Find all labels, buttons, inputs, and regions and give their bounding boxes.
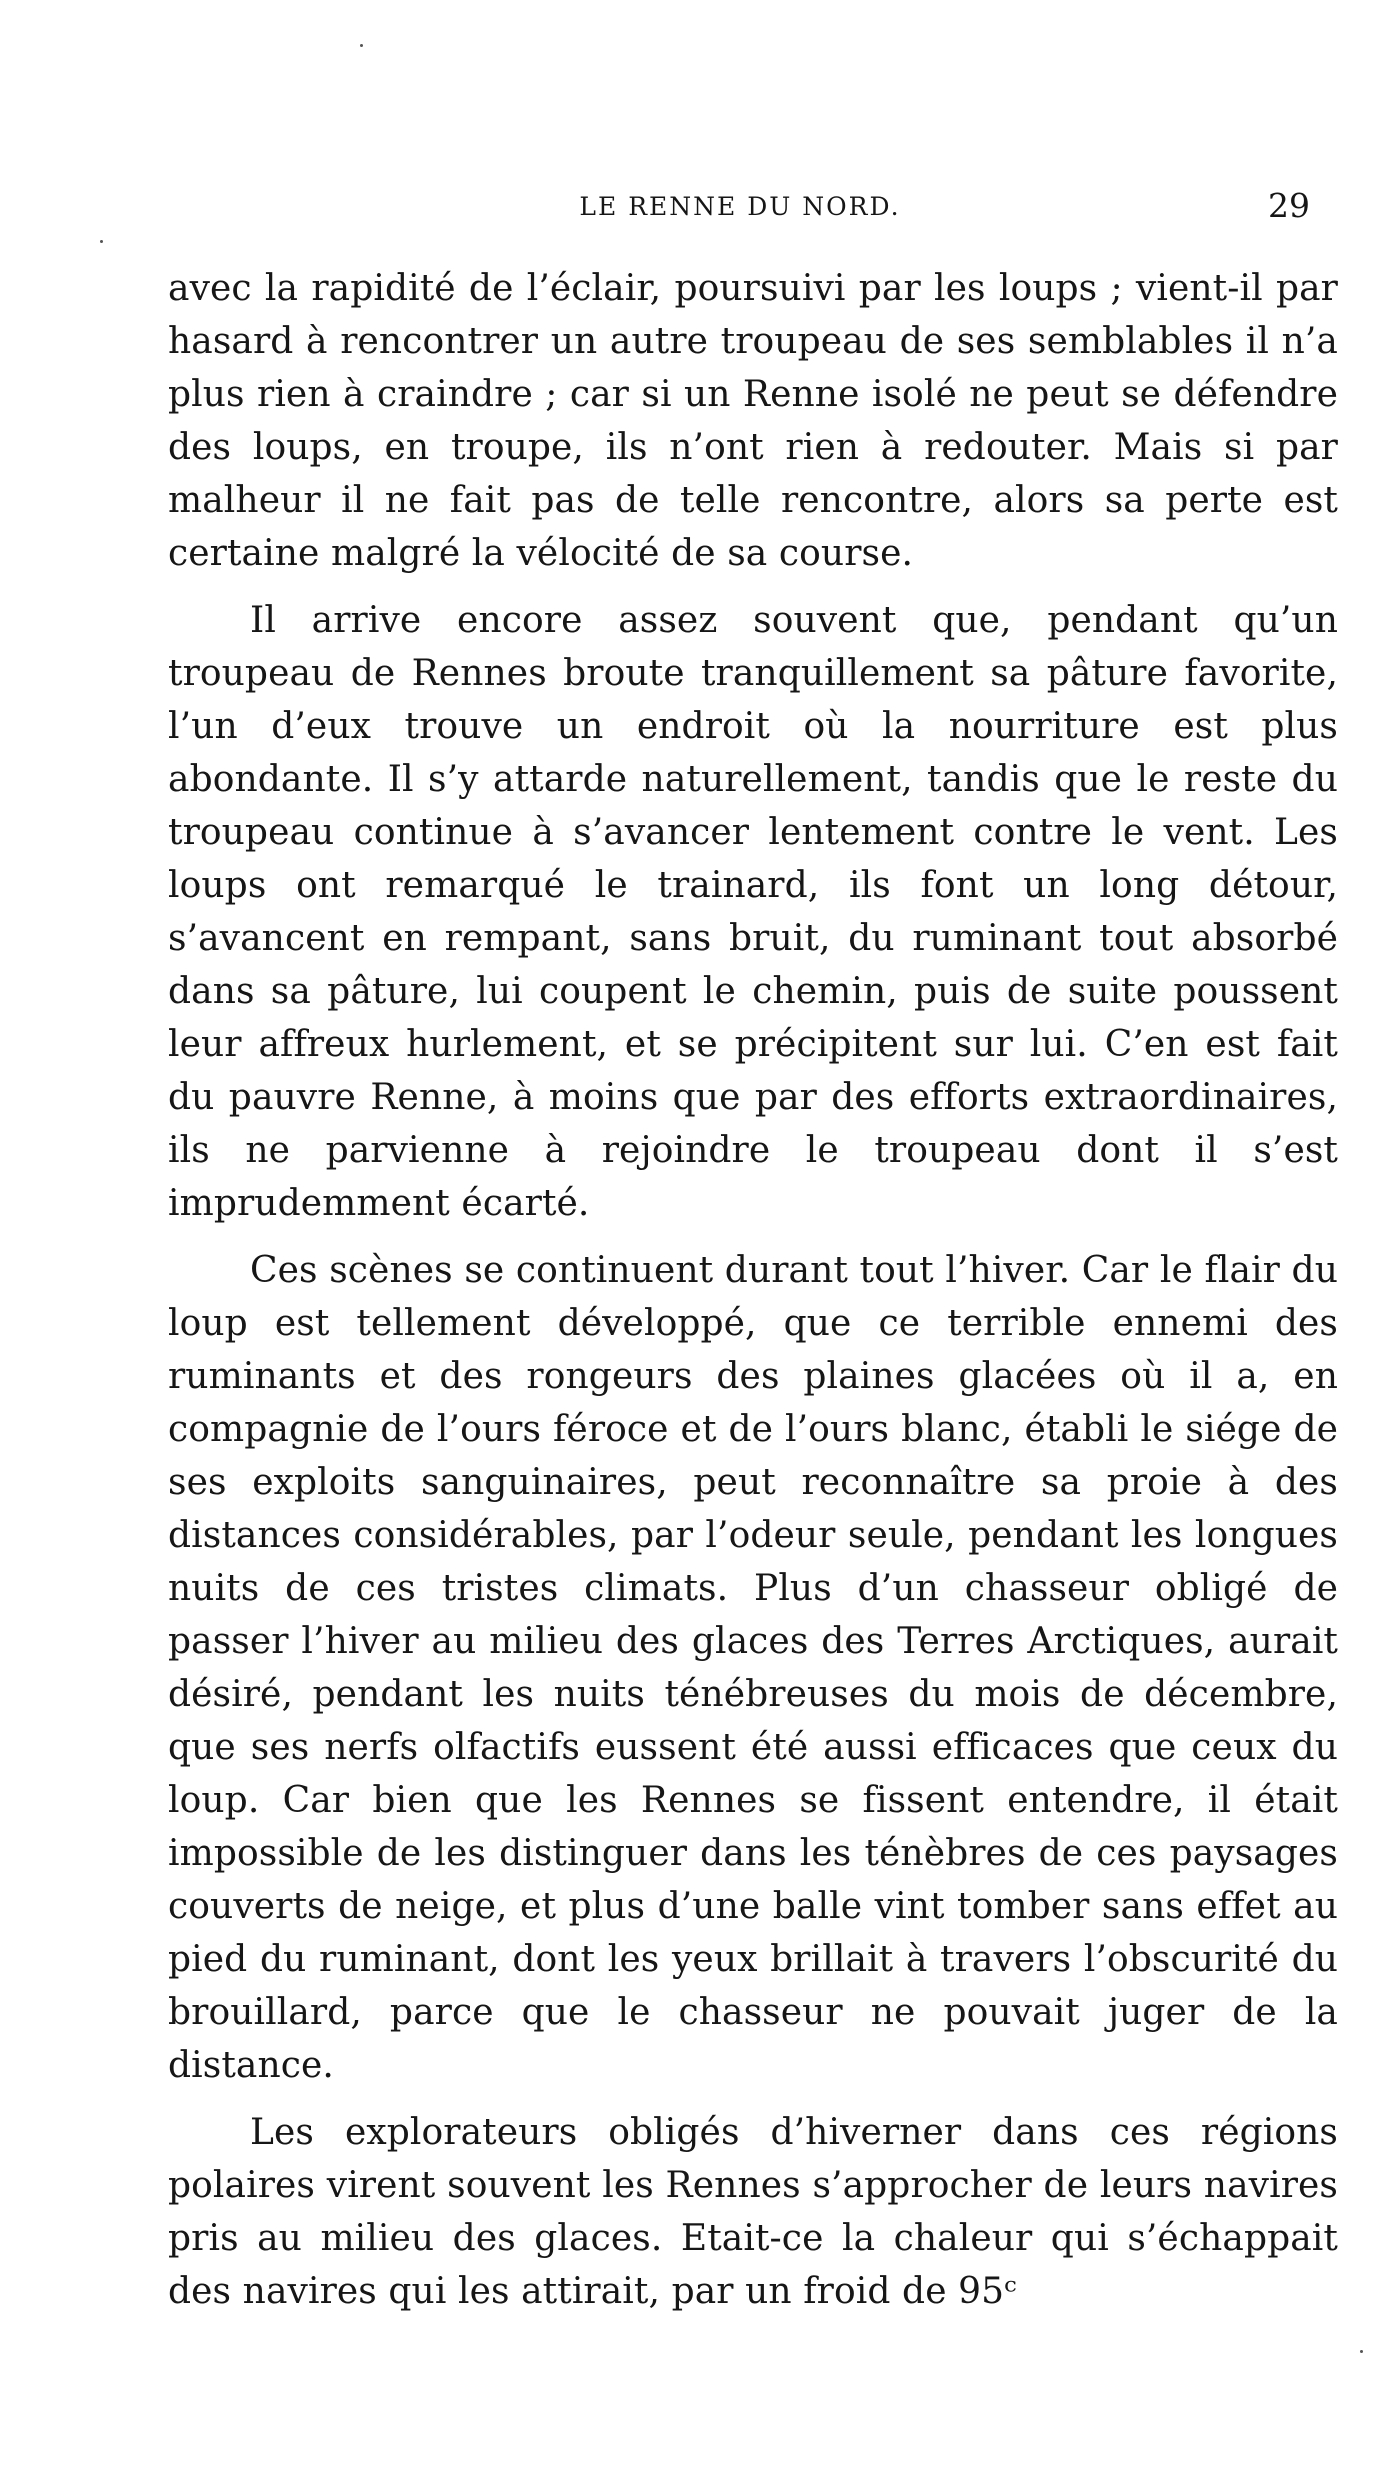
paragraph-wolves-straggler: Il arrive encore assez souvent que, pendant qu’un troupeau de Rennes broute tranquillement sa pâture favorite, l’un d’eux trouve un endroit où la nourriture est plus abondante. Il s’y attarde naturellement, tandis que le reste du troupeau continue à s’avancer lentement contre le vent. Les loups ont remarqué le trainard, ils font un long détour, s’avancent en rempant, sans bruit, du ruminant tout absorbé dans sa pâture, lui coupent le chemin, puis de suite poussent leur affreux hurlement, et se précipitent sur lui. C’en est fait du pauvre Renne, à moins que par des efforts extraordinaires, ils ne parvienne à rejoindre le troupeau dont il s’est imprudemment écarté. bbox=[168, 600, 1338, 1224]
scan-speck bbox=[100, 240, 103, 243]
paragraph-explorers: Les explorateurs obligés d’hiverner dans ces régions polaires virent souvent les Rennes s’approcher de leurs navires pris au milieu des glaces. Etait-ce la chaleur qui s’échappait des navires qui les attirait, par un froid de 95ᶜ bbox=[168, 2112, 1338, 2312]
running-title: LE RENNE DU NORD. bbox=[579, 192, 901, 221]
paragraph-continued: avec la rapidité de l’éclair, poursuivi par les loups ; vient-il par hasard à rencontrer un autre troupeau de ses semblables il n’a plus rien à craindre ; car si un Renne isolé ne peut se défendre des loups, en troupe, ils n’ont rien à redouter. Mais si par malheur il ne fait pas de telle rencontre, alors sa perte est certaine malgré la vélocité de sa course. bbox=[168, 268, 1338, 574]
body-text bbox=[168, 262, 1338, 2318]
paragraph-winter-scenes: Ces scènes se continuent durant tout l’hiver. Car le flair du loup est tellement développé, que ce terrible ennemi des ruminants et des rongeurs des plaines glacées où il a, en compagnie de l’ours féroce et de l’ours blanc, établi le siége de ses exploits sanguinaires, peut reconnaître sa proie à des distances considérables, par l’odeur seule, pendant les longues nuits de ces tristes climats. Plus d’un chasseur obligé de passer l’hiver au milieu des glaces des Terres Arctiques, aurait désiré, pendant les nuits ténébreuses du mois de décembre, que ses nerfs olfactifs eussent été aussi efficaces que ceux du loup. Car bien que les Rennes se fissent entendre, il était impossible de les distinguer dans les ténèbres de ces paysages couverts de neige, et plus d’une balle vint tomber sans effet au pied du ruminant, dont les yeux brillait à travers l’obscurité du brouillard, parce que le chasseur ne pouvait juger de la distance. bbox=[168, 1250, 1338, 2086]
scan-speck bbox=[360, 44, 363, 47]
running-head bbox=[170, 186, 1310, 236]
scan-speck bbox=[1360, 2350, 1363, 2353]
page-number: 29 bbox=[1268, 186, 1310, 225]
